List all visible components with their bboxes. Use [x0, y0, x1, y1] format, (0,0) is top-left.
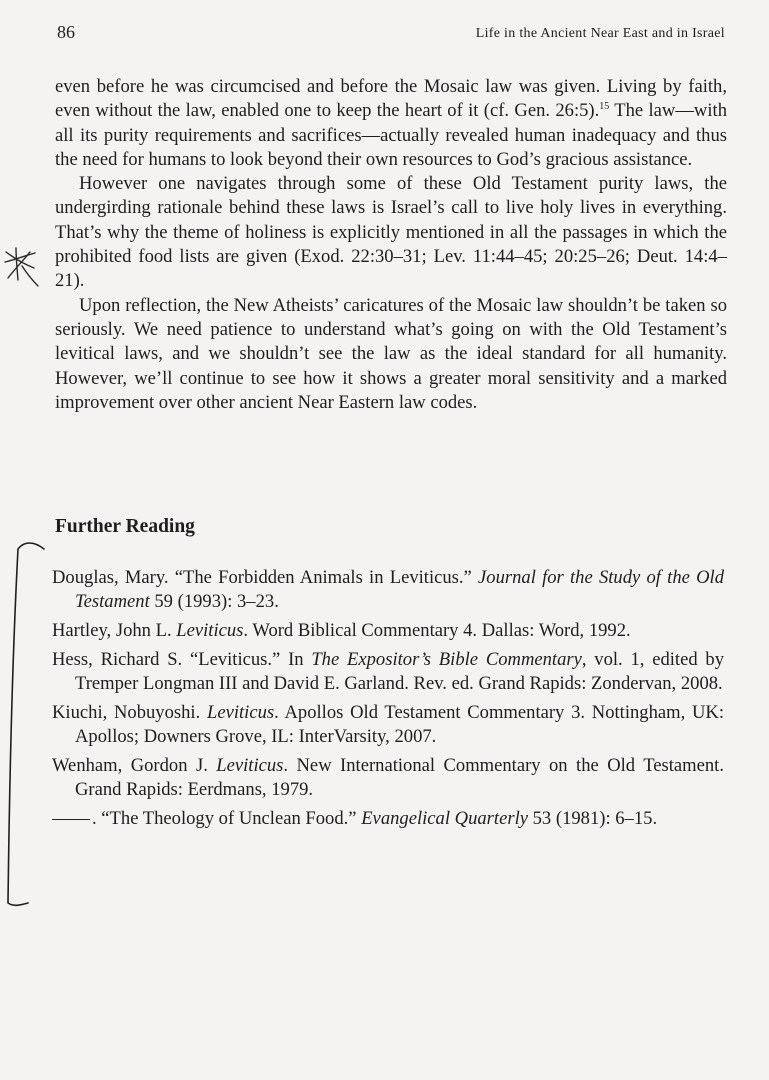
paragraph-1-text-cont: The law—with all its purity requirements and sacrifices—actually revealed human inadequacy and thus the need for humans to look beyond their own resources to God’s gracious assistance. [55, 100, 727, 170]
ditto-rule [52, 819, 90, 820]
paragraph-2: However one navigates through some of these Old Testament purity laws, the undergirding rationale behind these laws is Israel’s call to live holy lives in everything. That’s why the theme of holiness is explicitly mentioned in all the passages in which the prohibited food lists are given (Exod. 22:30–31; Lev. 11:44–45; 20:25–26; Deut. 14:4–21). [55, 173, 727, 292]
body-text [55, 75, 727, 415]
reference-item [52, 807, 724, 831]
paragraph-1-text: even before he was circumcised and before the Mosaic law was given. Living by faith, even without the law, enabled one to keep the heart of it (cf. Gen. 26:5). [55, 76, 727, 122]
reference-text: 53 (1981): 6–15. [527, 808, 658, 830]
further-reading-heading: Further Reading [55, 516, 195, 537]
reference-text: Wenham, Gordon J. [52, 755, 217, 777]
reference-title: The Expositor’s Bible Commentary [311, 648, 582, 670]
footnote-marker: 15 [599, 101, 610, 113]
reference-text: Hartley, John L. [52, 620, 177, 642]
reference-item [52, 619, 724, 643]
reference-item [52, 566, 724, 615]
reference-title: Leviticus [206, 701, 275, 723]
reference-item [52, 754, 724, 803]
page-number: 86 [57, 22, 75, 42]
reference-text: . New International Commentary on the Old Testament. Grand Rapids: Eerdmans, 1979. [75, 755, 724, 801]
reference-list [52, 566, 724, 836]
running-head: Life in the Ancient Near East and in Israel [475, 26, 725, 41]
paragraph-3: Upon reflection, the New Atheists’ caricatures of the Mosaic law shouldn’t be taken so seriously. We need patience to understand what’s going on with the Old Testament’s levitical laws, and we shouldn’t see the law as the ideal standard for all humanity. However, we’ll continue to see how it shows a greater moral sensitivity and a marked improvement over other ancient Near Eastern law codes. [55, 294, 727, 413]
reference-text: Kiuchi, Nobuyoshi. [52, 701, 207, 723]
reference-title: Leviticus [216, 755, 284, 777]
reference-text: . Apollos Old Testament Commentary 3. Nottingham, UK: Apollos; Downers Grove, IL: InterVarsity, 2007. [75, 701, 724, 748]
reference-title: Evangelical Quarterly [361, 808, 528, 830]
reference-text: Hess, Richard S. “Leviticus.” In [52, 648, 312, 670]
reference-text: , vol. 1, edited by Tremper Longman III and David E. Garland. Rev. ed. Grand Rapids: Zondervan, 2008. [75, 648, 724, 695]
reference-text: . “The Theology of Unclean Food.” [92, 808, 362, 830]
paragraph-1 [55, 75, 727, 172]
reference-title: Journal for the Study of the Old Testament [75, 567, 724, 613]
reference-text: . Word Biblical Commentary 4. Dallas: Word, 1992. [243, 620, 631, 642]
reference-text: 59 (1993): 3–23. [149, 591, 279, 613]
reference-title: Leviticus [176, 620, 244, 642]
reference-item [52, 648, 724, 697]
reference-text: Douglas, Mary. “The Forbidden Animals in Leviticus.” [52, 567, 479, 588]
asterisk-annotation [0, 238, 44, 288]
bracket-annotation [0, 535, 50, 915]
reference-item [52, 701, 724, 750]
